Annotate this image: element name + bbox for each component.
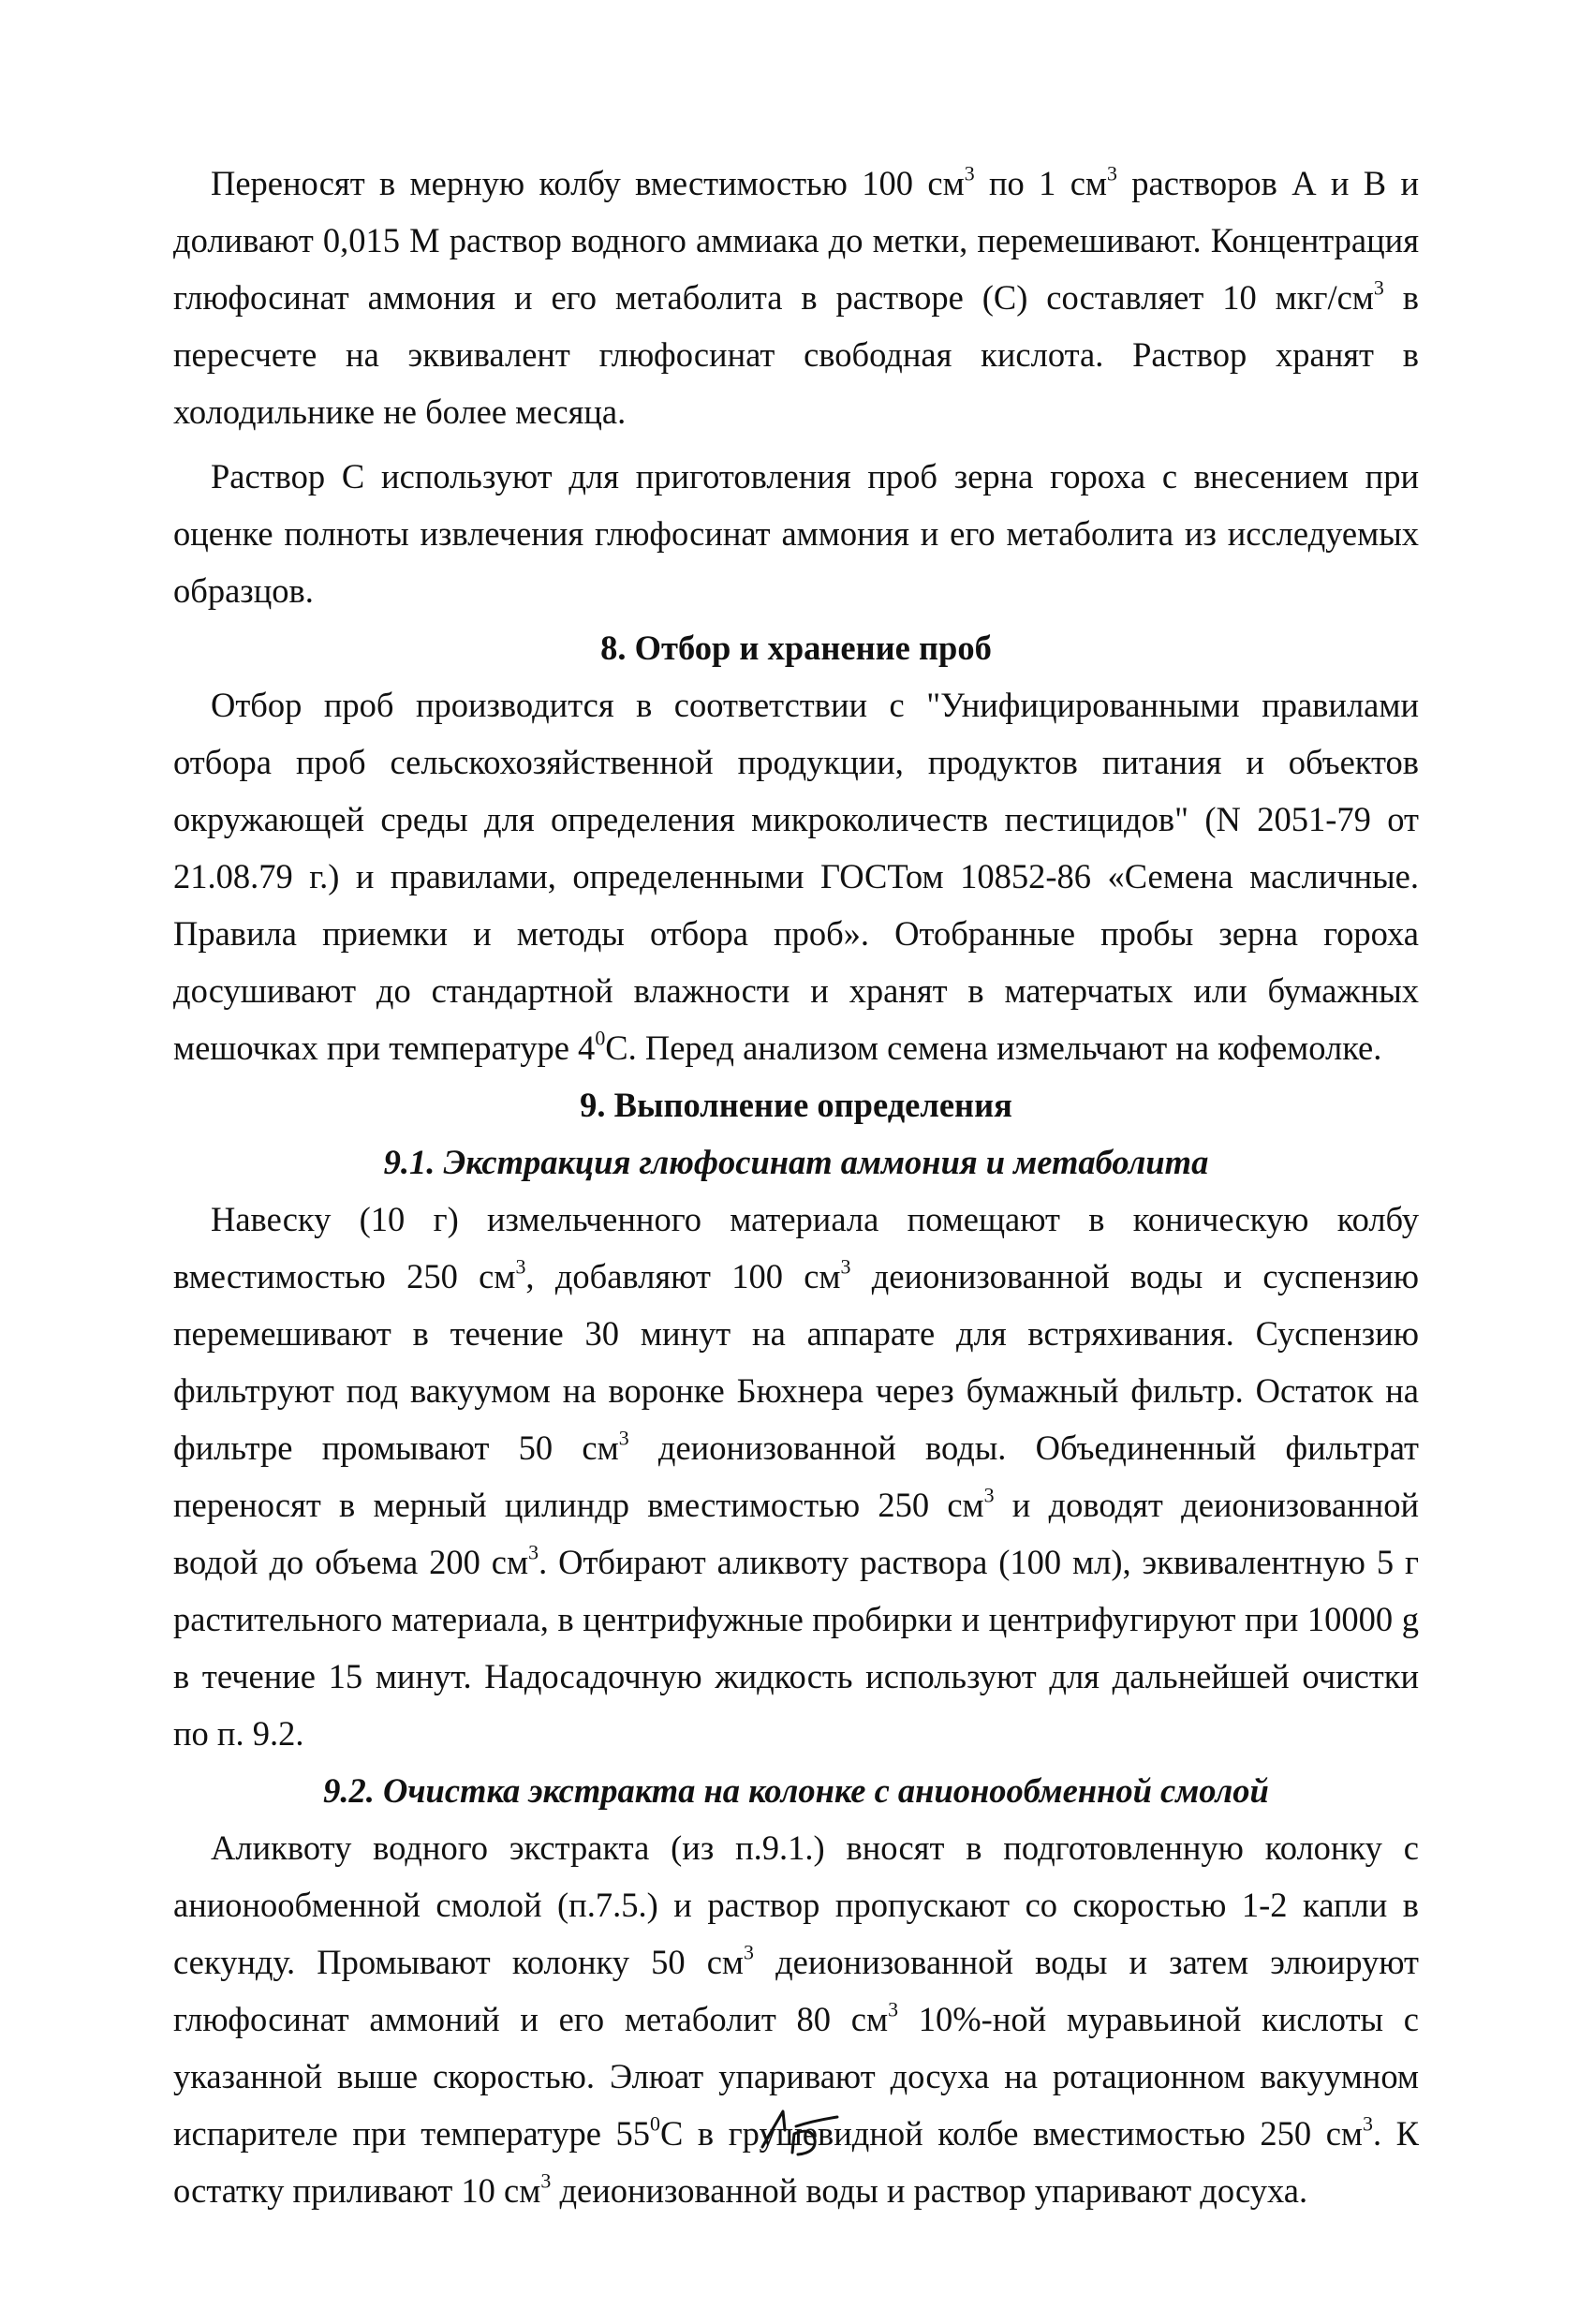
text-run: . К остатку приливают 10 см xyxy=(173,2114,1419,2210)
superscript: 3 xyxy=(528,1540,539,1564)
text-run: в пересчете на эквивалент глюфосинат свободная кислота. Раствор хранят в холодильнике не более месяца. xyxy=(173,278,1420,431)
superscript: 3 xyxy=(618,1426,629,1450)
subsection-9-1-heading: 9.1. Экстракция глюфосинат аммония и метаболита xyxy=(383,1143,1209,1181)
superscript: 3 xyxy=(540,2169,552,2193)
paragraph-sampling xyxy=(173,676,1419,1076)
text-run: деионизованной воды и суспензию перемешивают в течение 30 минут на аппарате для встряхивания. Суспензию фильтруют под вакуумом на воронке Бюхнера через бумажный фильтр. Остаток на фильтре промывают 50 см xyxy=(173,1257,1419,1467)
paragraph-solution-c-preparation xyxy=(173,155,1419,440)
handwritten-page-number-glyphs xyxy=(745,2098,849,2164)
handwritten-page-number xyxy=(0,2098,1594,2169)
text-run: и доводят деионизованной водой до объема 200 см xyxy=(173,1486,1419,1581)
text-run: деионизованной воды и затем элюируют глюфосинат аммоний и его метаболит 80 см xyxy=(173,1943,1419,2038)
paragraph-solution-c-usage: Раствор С используют для приготовления проб зерна гороха с внесением при оценке полноты извлечения глюфосинат аммония и его метаболита из исследуемых образцов. xyxy=(173,457,1419,610)
superscript: 3 xyxy=(840,1254,851,1279)
text-run: по 1 см xyxy=(974,164,1107,202)
text-run: деионизованной воды и раствор упаривают досуха. xyxy=(551,2171,1308,2210)
section-9-heading: 9. Выполнение определения xyxy=(580,1086,1012,1124)
superscript: 0 xyxy=(595,1026,606,1050)
superscript: 3 xyxy=(888,1997,899,2021)
superscript: 3 xyxy=(1107,161,1117,185)
superscript: 3 xyxy=(983,1483,995,1507)
text-run: . Отбирают аликвоту раствора (100 мл), эквивалентную 5 г растительного материала, в центрифужные пробирки и центрифугируют при 10000 g в течение 15 минут. Надосадочную жидкость используют для дальнейшей очистки по п. 9.2. xyxy=(173,1543,1419,1753)
text-run: деионизованной воды. Объединенный фильтрат переносят в мерный цилиндр вместимостью 250 см xyxy=(173,1428,1419,1524)
text-run: С в грушевидной колбе вместимостью 250 см xyxy=(659,2114,1363,2153)
document-body xyxy=(173,155,1419,2219)
text-run: Отбор проб производится в соответствии с "Унифицированными правилами отбора проб сельскохозяйственной продукции, продуктов питания и объектов окружающей среды для определения микроколичеств пестицидов" (N 2051-79 от 21.08.79 г.) и правилами, определенными ГОСТом 10852-86 «Семена масличные. Правила приемки и методы отбора проб». Отобранные пробы зерна гороха досушивают до стандартной влажности и хранят в матерчатых или бумажных мешочках при температуре 4 xyxy=(173,686,1419,1067)
text-run: С. Перед анализом семена измельчают на кофемолке. xyxy=(605,1029,1382,1067)
text-run: Аликвоту водного экстракта (из п.9.1.) вносят в подготовленную колонку с анионообменной смолой (п.7.5.) и раствор пропускают со скоростью 1-2 капли в секунду. Промывают колонку 50 см xyxy=(173,1828,1419,1981)
superscript: 3 xyxy=(744,1940,754,1964)
text-run: растворов А и В и доливают 0,015 М раствор водного аммиака до метки, перемешивают. Концентрация глюфосинат аммония и его метаболита в растворе (С) составляет 10 мкг/см xyxy=(173,164,1419,317)
superscript: 3 xyxy=(964,161,975,185)
paragraph-extraction xyxy=(173,1191,1419,1762)
subsection-9-2-heading: 9.2. Очистка экстракта на колонке с анионообменной смолой xyxy=(323,1771,1269,1810)
superscript: 3 xyxy=(515,1254,526,1279)
text-run: , добавляют 100 см xyxy=(525,1257,841,1295)
text-run: Переносят в мерную колбу вместимостью 100 см xyxy=(211,164,965,202)
superscript: 3 xyxy=(1373,275,1384,300)
section-8-heading: 8. Отбор и хранение проб xyxy=(600,629,992,667)
superscript: 3 xyxy=(1363,2111,1373,2136)
text-run: 10%-ной муравьиной кислоты с указанной выше скоростью. Элюат упаривают досуха на ротационном вакуумном испарителе при температуре 55 xyxy=(173,2000,1419,2153)
superscript: 0 xyxy=(650,2111,660,2136)
text-run: Навеску (10 г) измельченного материала помещают в коническую колбу вместимостью 250 см xyxy=(173,1200,1419,1295)
